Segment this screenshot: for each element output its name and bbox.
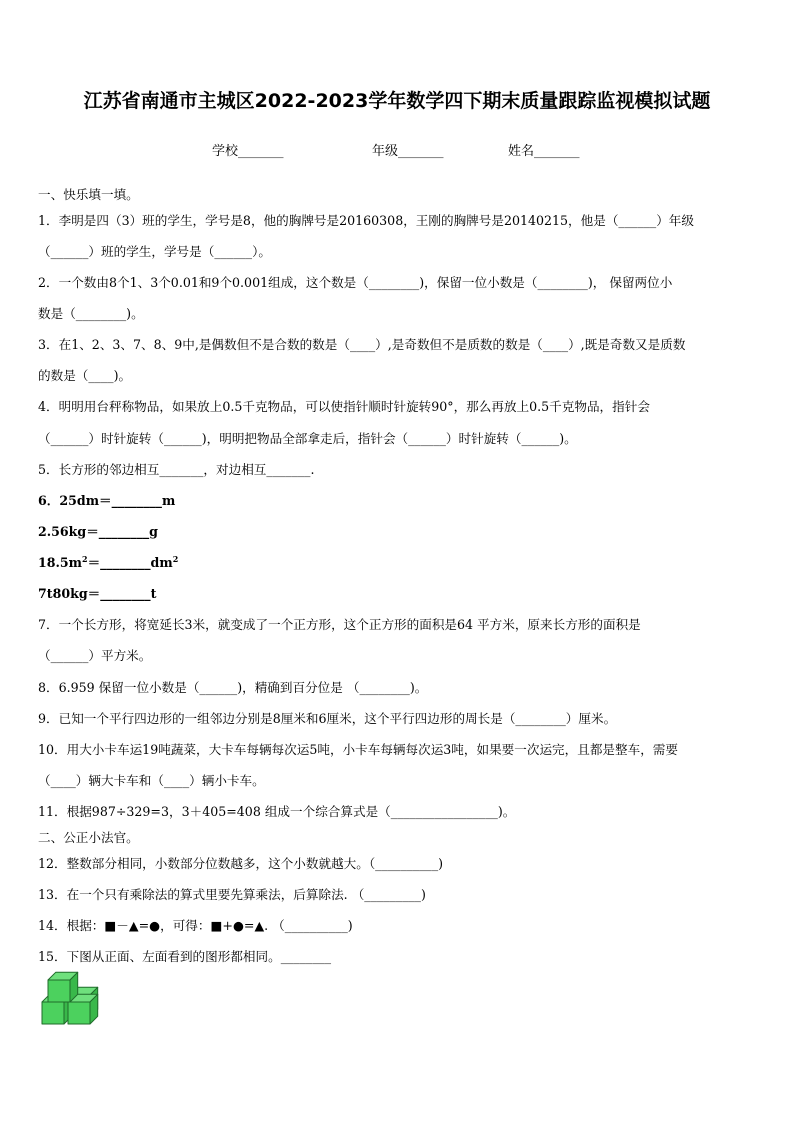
question-3-line-2: 的数是（____)。 [38, 368, 132, 383]
question-1-line-1: 1．李明是四（3）班的学生，学号是8，他的胸牌号是20160308，王刚的胸牌号是20140215，他是（______）年级 [38, 213, 694, 228]
question-15: 15．下图从正面、左面看到的图形都相同。________ [38, 949, 332, 964]
question-3-line-1: 3．在1、2、3、7、8、9中,是偶数但不是合数的数是（____）,是奇数但不是质数的数是（____）,既是奇数又是质数 [38, 337, 686, 352]
question-2-line-1: 2．一个数由8个1、3个0.01和9个0.001组成，这个数是（________)，保留一位小数是（________)， 保留两位小 [38, 275, 673, 290]
question-8: 8．6.959 保留一位小数是（______)，精确到百分位是 （________)。 [38, 680, 428, 695]
name-field: 姓名_______ [508, 144, 580, 159]
section-heading-1: 一、快乐填一填。 [38, 187, 139, 202]
question-11: 11．根据987÷329=3，3＋405=408 组成一个综合算式是（_________________)。 [38, 804, 516, 819]
question-7-line-1: 7．一个长方形，将宽延长3米，就变成了一个正方形，这个正方形的面积是64 平方米，原来长方形的面积是 [38, 617, 641, 632]
section-heading-2: 二、公正小法官。 [38, 830, 139, 845]
question-6-line-2: 2.56kg＝________g [38, 524, 158, 539]
question-9: 9．已知一个平行四边形的一组邻边分别是8厘米和6厘米，这个平行四边形的周长是（________）厘米。 [38, 711, 617, 726]
question-5: 5．长方形的邻边相互_______，对边相互_______. [38, 462, 315, 477]
question-6-line-1: 6．25dm＝________m [38, 493, 176, 508]
page-title: 江苏省南通市主城区2022-2023学年数学四下期末质量跟踪监视模拟试题 [83, 90, 711, 112]
cube-top-face [48, 980, 70, 1002]
question-10-line-2: （____）辆大卡车和（____）辆小卡车。 [38, 773, 265, 788]
question-7-line-2: （______）平方米。 [38, 648, 152, 663]
q6c-pre: 18.5m [38, 555, 82, 570]
stacked-cubes-figure [38, 968, 108, 1030]
question-14: 14．根据：■－▲=●，可得：■+●=▲. （__________) [38, 918, 353, 933]
question-2-line-2: 数是（________)。 [38, 306, 144, 321]
school-field: 学校_______ [212, 144, 284, 159]
cube-top [48, 972, 78, 1002]
question-4-line-1: 4．明明用台秤称物品，如果放上0.5千克物品，可以使指针顺时针旋转90°，那么再放上0.5千克物品，指针会 [38, 399, 650, 414]
question-6-line-4: 7t80kg＝________t [38, 586, 157, 601]
grade-field: 年级_______ [372, 144, 444, 159]
question-13: 13．在一个只有乘除法的算式里要先算乘法，后算除法. （_________) [38, 887, 426, 902]
cube-front-left-face [42, 1002, 64, 1024]
question-1-line-2: （______）班的学生，学号是（______）。 [38, 244, 271, 259]
question-4-line-2: （______）时针旋转（______)，明明把物品全部拿走后，指针会（______）时针旋转（______)。 [38, 431, 577, 446]
q6c-sup: 2 [82, 553, 88, 564]
question-10-line-1: 10．用大小卡车运19吨蔬菜，大卡车每辆每次运5吨，小卡车每辆每次运3吨，如果要一次运完，且都是整车，需要 [38, 742, 678, 757]
q6c-sup2: 2 [172, 553, 179, 564]
question-6-line-3 [38, 552, 178, 571]
question-12: 12．整数部分相同，小数部分位数越多，这个小数就越大。（__________) [38, 856, 444, 871]
cube-front-right-face [68, 1002, 90, 1024]
q6c-mid: ＝________dm [87, 555, 173, 570]
